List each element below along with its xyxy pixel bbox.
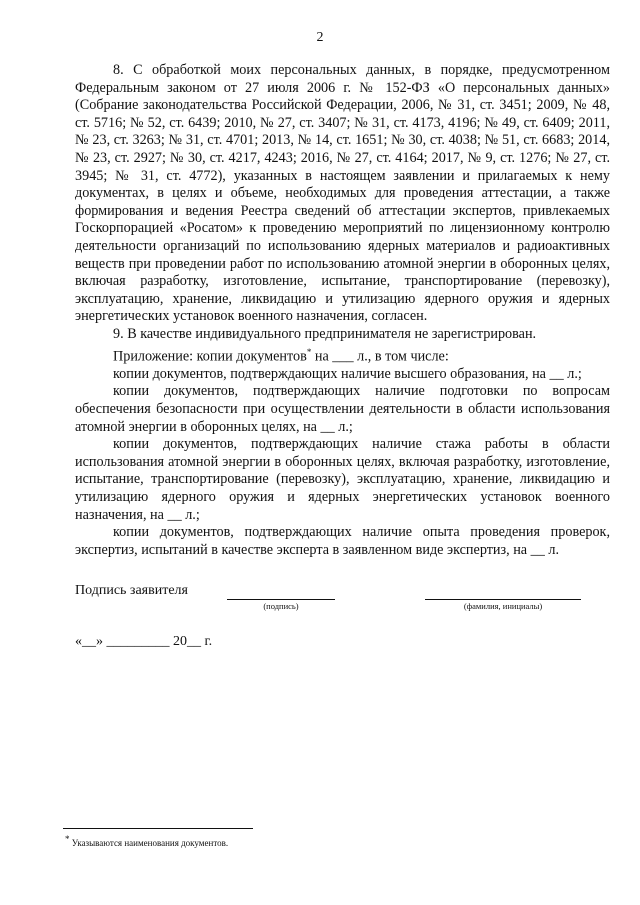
attachment-item-education: копии документов, подтверждающих наличие высшего образования, на __ л.; [113,365,582,382]
signature-block [75,583,610,623]
signature-line[interactable] [227,585,335,600]
name-caption: (фамилия, инициалы) [463,601,543,611]
attachment-item-expert-experience: копии документов, подтверждающих наличие опыта проведения проверок, экспертиз, испытаний в качестве эксперта в заявленном виде экспертиз, на __ л. [75,524,610,558]
signature-caption: (подпись) [263,601,299,611]
attachment-item-work-experience: копии документов, подтверждающих наличие стажа работы в области использования атомной энергии в оборонных целях, включая разработку, изготовление, испытание, транспортирование (перевозку), эксплуатацию, хранение, ликвидацию и утилизацию ядерного оружия и ядерных энергетических установок военного назначения, на __ л.; [75,436,610,523]
date-line[interactable]: «__» _________ 20__ г. [75,634,213,649]
page-number: 2 [316,30,324,45]
name-line[interactable] [425,585,581,600]
paragraph-8-consent: 8. С обработкой моих персональных данных, в порядке, предусмотренном Федеральным законом от 27 июля 2006 г. № 152-ФЗ «О персональных данных» (Собрание законодательства Российской Федерации, 2006, № 31, ст. 3451; 2009, № 48, ст. 5716; № 52, ст. 6439; 2010, № 27, ст. 3407; № 31, ст. 4173, 4196; № 49, ст. 6409; 2011, № 23, ст. 3263; № 31, ст. 4701; 2013, № 14, ст. 1651; № 30, ст. 4038; № 51, ст. 6683; 2014, № 23, ст. 2927; № 30, ст. 4217, 4243; 2016, № 27, ст. 4164; 2017, № 9, ст. 1276; № 27, ст. 3945; № 31, ст. 4772), указанных в настоящем заявлении и прилагаемых к нему документах, в целях и объеме, необходимых для проведения аттестации, а также формирования и ведения Реестра сведений об аттестации экспертов, привлекаемых Госкорпорацией «Росатом» к проведению мероприятий по лицензионному контролю деятельности организаций по использованию ядерных материалов и радиоактивных веществ при проведении работ по использованию атомной энергии в оборонных целях, включая разработку, изготовление, испытание, транспортирование (перевозку), эксплуатацию, хранение, ликвидацию и утилизацию ядерного оружия и ядерных энергетических установок военного назначения, согласен. [75,62,610,325]
attachments-intro-text: Приложение: копии документов [113,348,307,365]
footnote-marker: * [306,346,312,357]
footnote-mark: * [65,834,70,844]
footnote-text: Указываются наименования документов. [69,838,229,848]
document-body [75,62,610,559]
footnote [65,834,228,848]
attachments-intro [75,344,610,366]
paragraph-9-status: 9. В качестве индивидуального предпринимателя не зарегистрирован. [113,325,537,342]
attachment-item-safety-training: копии документов, подтверждающих наличие подготовки по вопросам обеспечения безопасности при осуществлении деятельности в области использования атомной энергии в оборонных целях, на __ л.; [75,383,610,435]
footnote-divider [63,828,253,829]
signature-label: Подпись заявителя [75,583,188,598]
attachments-intro-tail: на ___ л., в том числе: [311,348,449,365]
